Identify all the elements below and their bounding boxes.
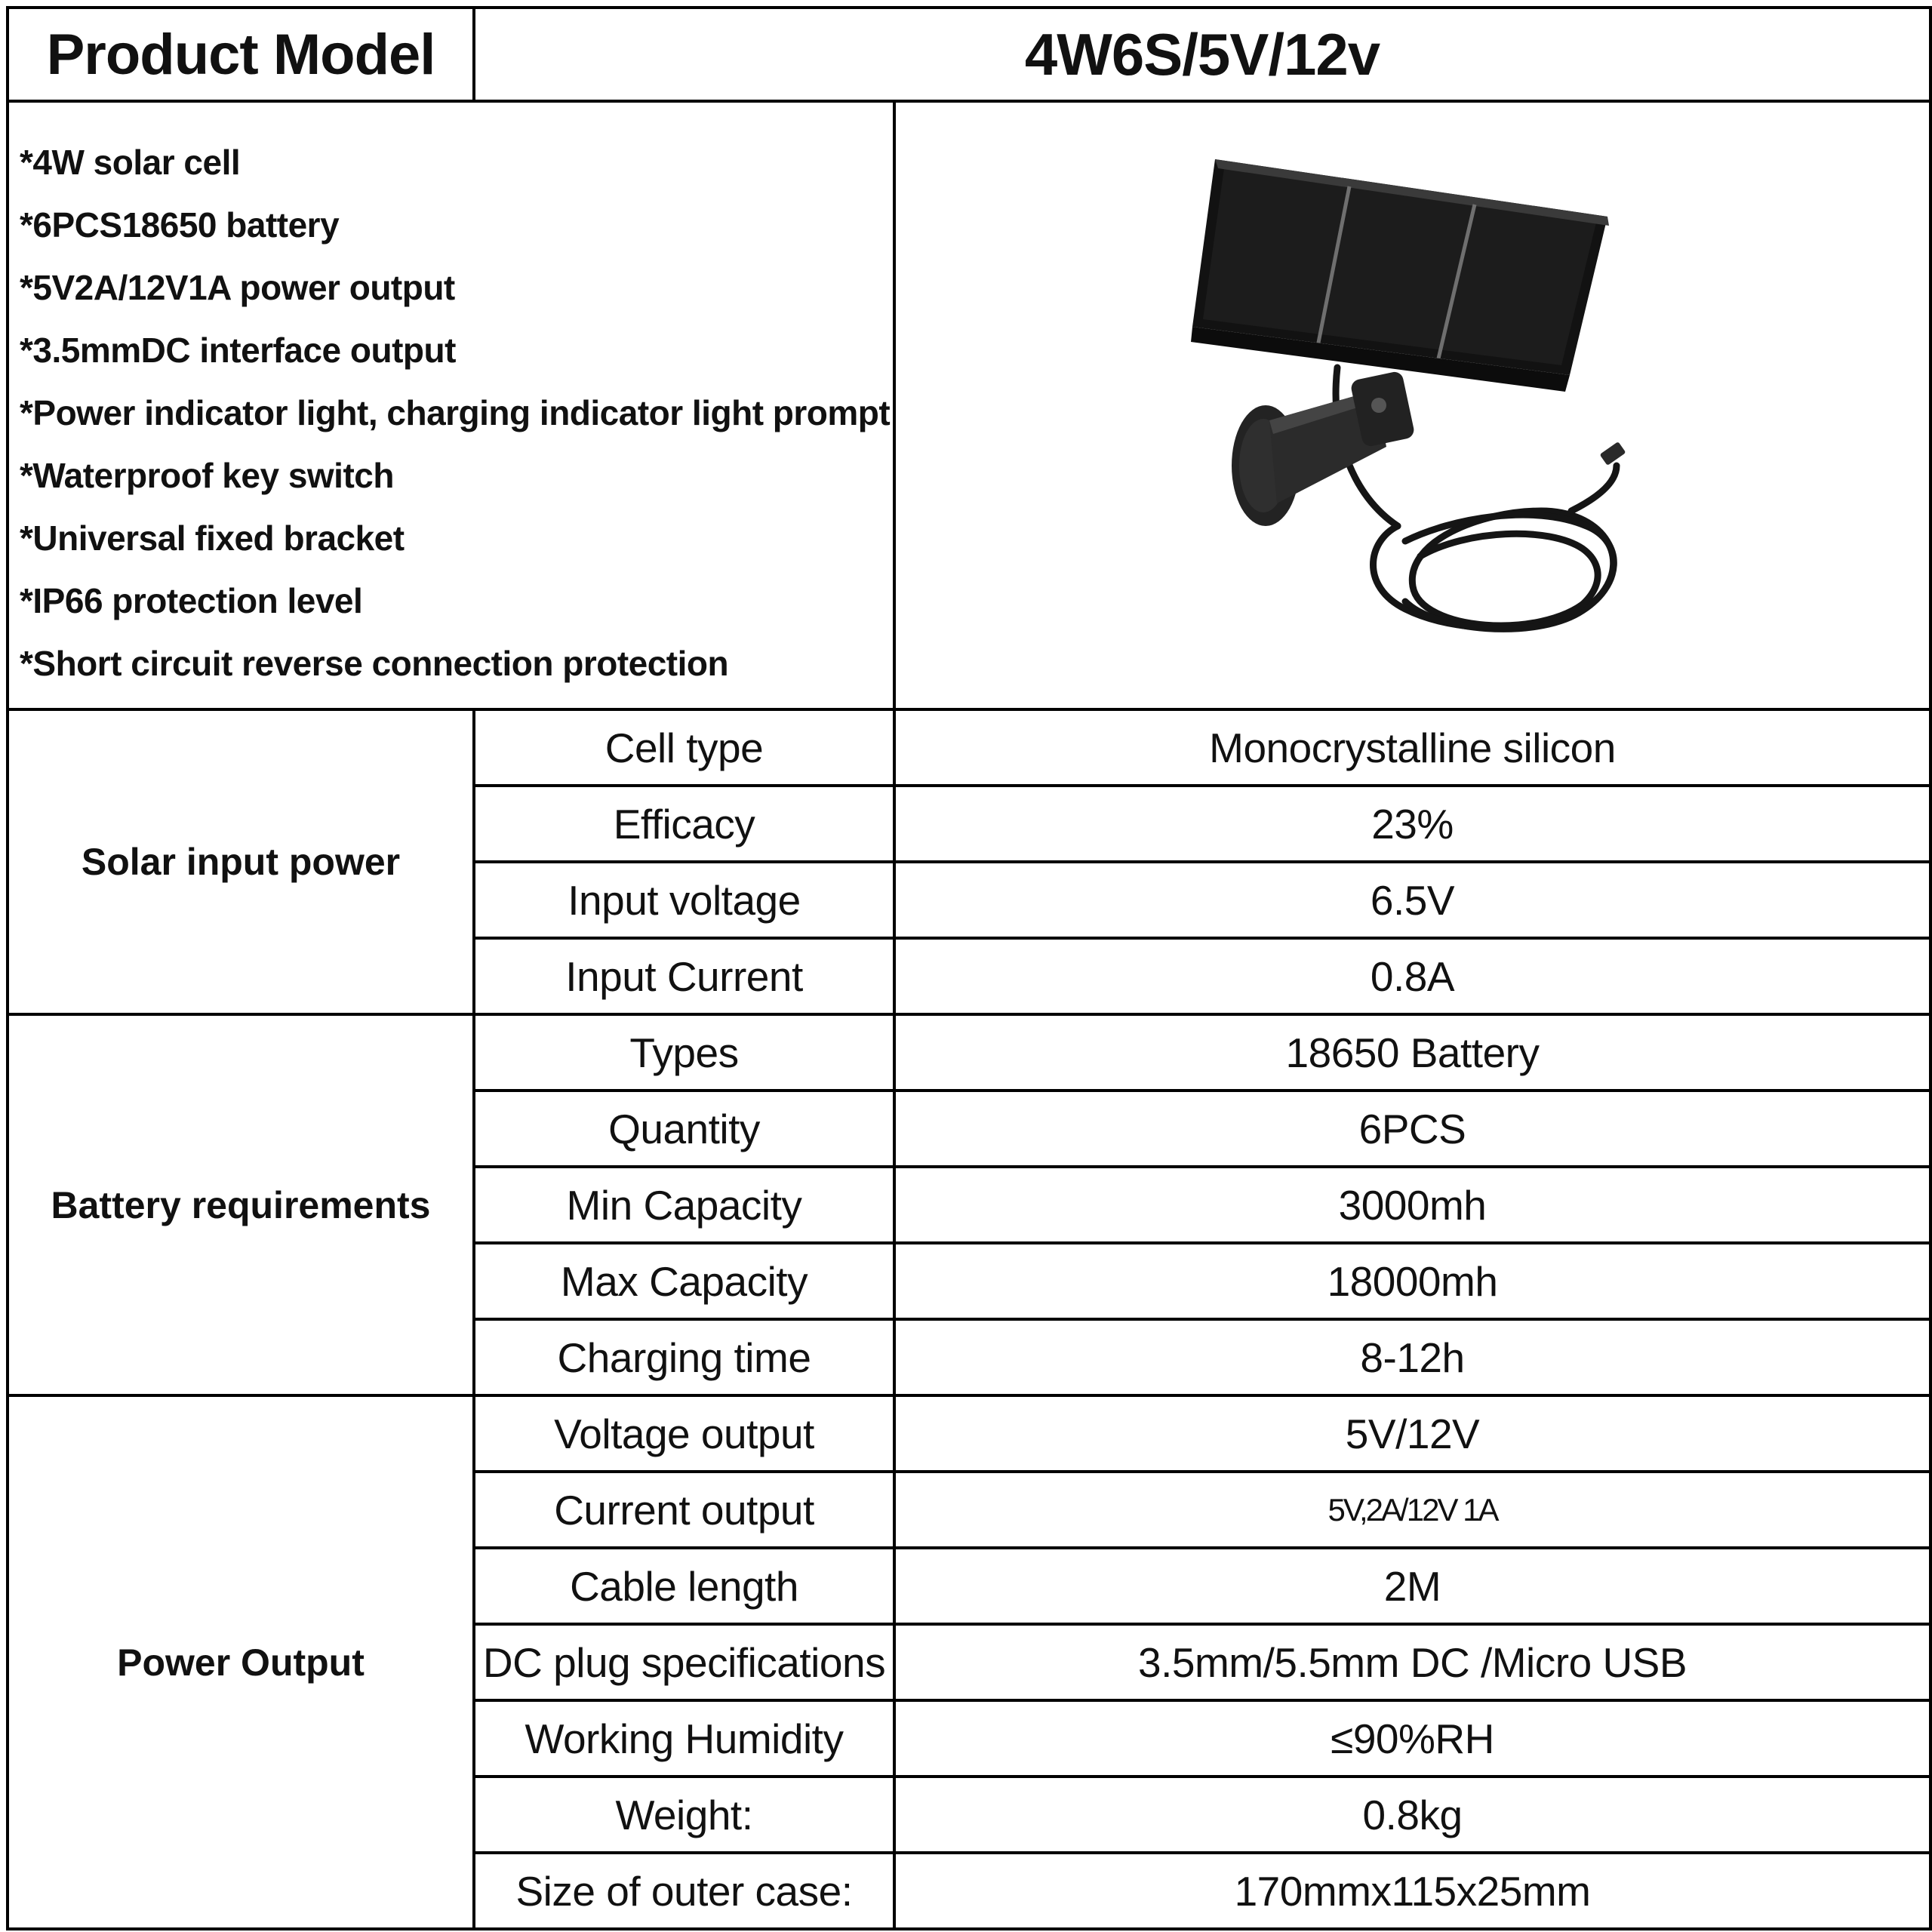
param-value: 3.5mm/5.5mm DC /Micro USB bbox=[894, 1624, 1930, 1700]
feature-item: *IP66 protection level bbox=[20, 581, 363, 620]
feature-item: *3.5mmDC interface output bbox=[20, 331, 456, 370]
feature-item: *Universal fixed bracket bbox=[20, 518, 405, 558]
param-value: 3000mh bbox=[894, 1167, 1930, 1243]
param-name: Min Capacity bbox=[474, 1167, 894, 1243]
feature-item: *Power indicator light, charging indicator light prompt bbox=[20, 393, 891, 432]
feature-item: *Waterproof key switch bbox=[20, 456, 394, 495]
param-value: 2M bbox=[894, 1548, 1930, 1624]
product-model-label: Product Model bbox=[8, 8, 474, 101]
param-value: 18000mh bbox=[894, 1243, 1930, 1319]
param-name: Quantity bbox=[474, 1091, 894, 1167]
param-name: Input Current bbox=[474, 938, 894, 1014]
param-name: DC plug specifications bbox=[474, 1624, 894, 1700]
param-value: 8-12h bbox=[894, 1319, 1930, 1395]
param-value: 18650 Battery bbox=[894, 1014, 1930, 1091]
param-name: Max Capacity bbox=[474, 1243, 894, 1319]
param-value: ≤90%RH bbox=[894, 1700, 1930, 1777]
table-row bbox=[8, 1395, 1930, 1472]
param-value: 170mmx115x25mm bbox=[894, 1853, 1930, 1929]
param-name: Weight: bbox=[474, 1777, 894, 1853]
param-name: Size of outer case: bbox=[474, 1853, 894, 1929]
group-label: Power Output bbox=[8, 1395, 474, 1929]
group-label: Battery requirements bbox=[8, 1014, 474, 1395]
table-row bbox=[8, 709, 1930, 786]
spec-table bbox=[6, 6, 1932, 1930]
feature-list bbox=[20, 131, 893, 695]
feature-item: *6PCS18650 battery bbox=[20, 205, 340, 245]
plug-icon bbox=[1599, 441, 1626, 466]
param-value: 6PCS bbox=[894, 1091, 1930, 1167]
param-value: 0.8A bbox=[894, 938, 1930, 1014]
param-name: Efficacy bbox=[474, 786, 894, 862]
spec-groups bbox=[8, 709, 1930, 1929]
param-name: Types bbox=[474, 1014, 894, 1091]
param-name: Cell type bbox=[474, 709, 894, 786]
features-row bbox=[8, 101, 1930, 709]
param-value: 23% bbox=[894, 786, 1930, 862]
param-name: Voltage output bbox=[474, 1395, 894, 1472]
feature-item: *5V2A/12V1A power output bbox=[20, 268, 455, 307]
product-model-value: 4W6S/5V/12v bbox=[474, 8, 1930, 101]
header-row bbox=[8, 8, 1930, 101]
product-image-cell bbox=[894, 101, 1930, 709]
param-value: 6.5V bbox=[894, 862, 1930, 938]
feature-item: *4W solar cell bbox=[20, 143, 241, 182]
spec-sheet bbox=[6, 6, 1929, 1929]
param-name: Working Humidity bbox=[474, 1700, 894, 1777]
param-name: Charging time bbox=[474, 1319, 894, 1395]
param-name: Cable length bbox=[474, 1548, 894, 1624]
param-value: 5V/12V bbox=[894, 1395, 1930, 1472]
table-row bbox=[8, 1014, 1930, 1091]
solar-panel-image bbox=[1179, 149, 1647, 662]
feature-list-cell bbox=[8, 101, 894, 709]
param-value: 0.8kg bbox=[894, 1777, 1930, 1853]
feature-item: *Short circuit reverse connection protection bbox=[20, 644, 729, 683]
param-name: Current output bbox=[474, 1472, 894, 1548]
param-value: Monocrystalline silicon bbox=[894, 709, 1930, 786]
group-label: Solar input power bbox=[8, 709, 474, 1014]
param-name: Input voltage bbox=[474, 862, 894, 938]
param-value: 5V,2A/12V 1A bbox=[894, 1472, 1930, 1548]
